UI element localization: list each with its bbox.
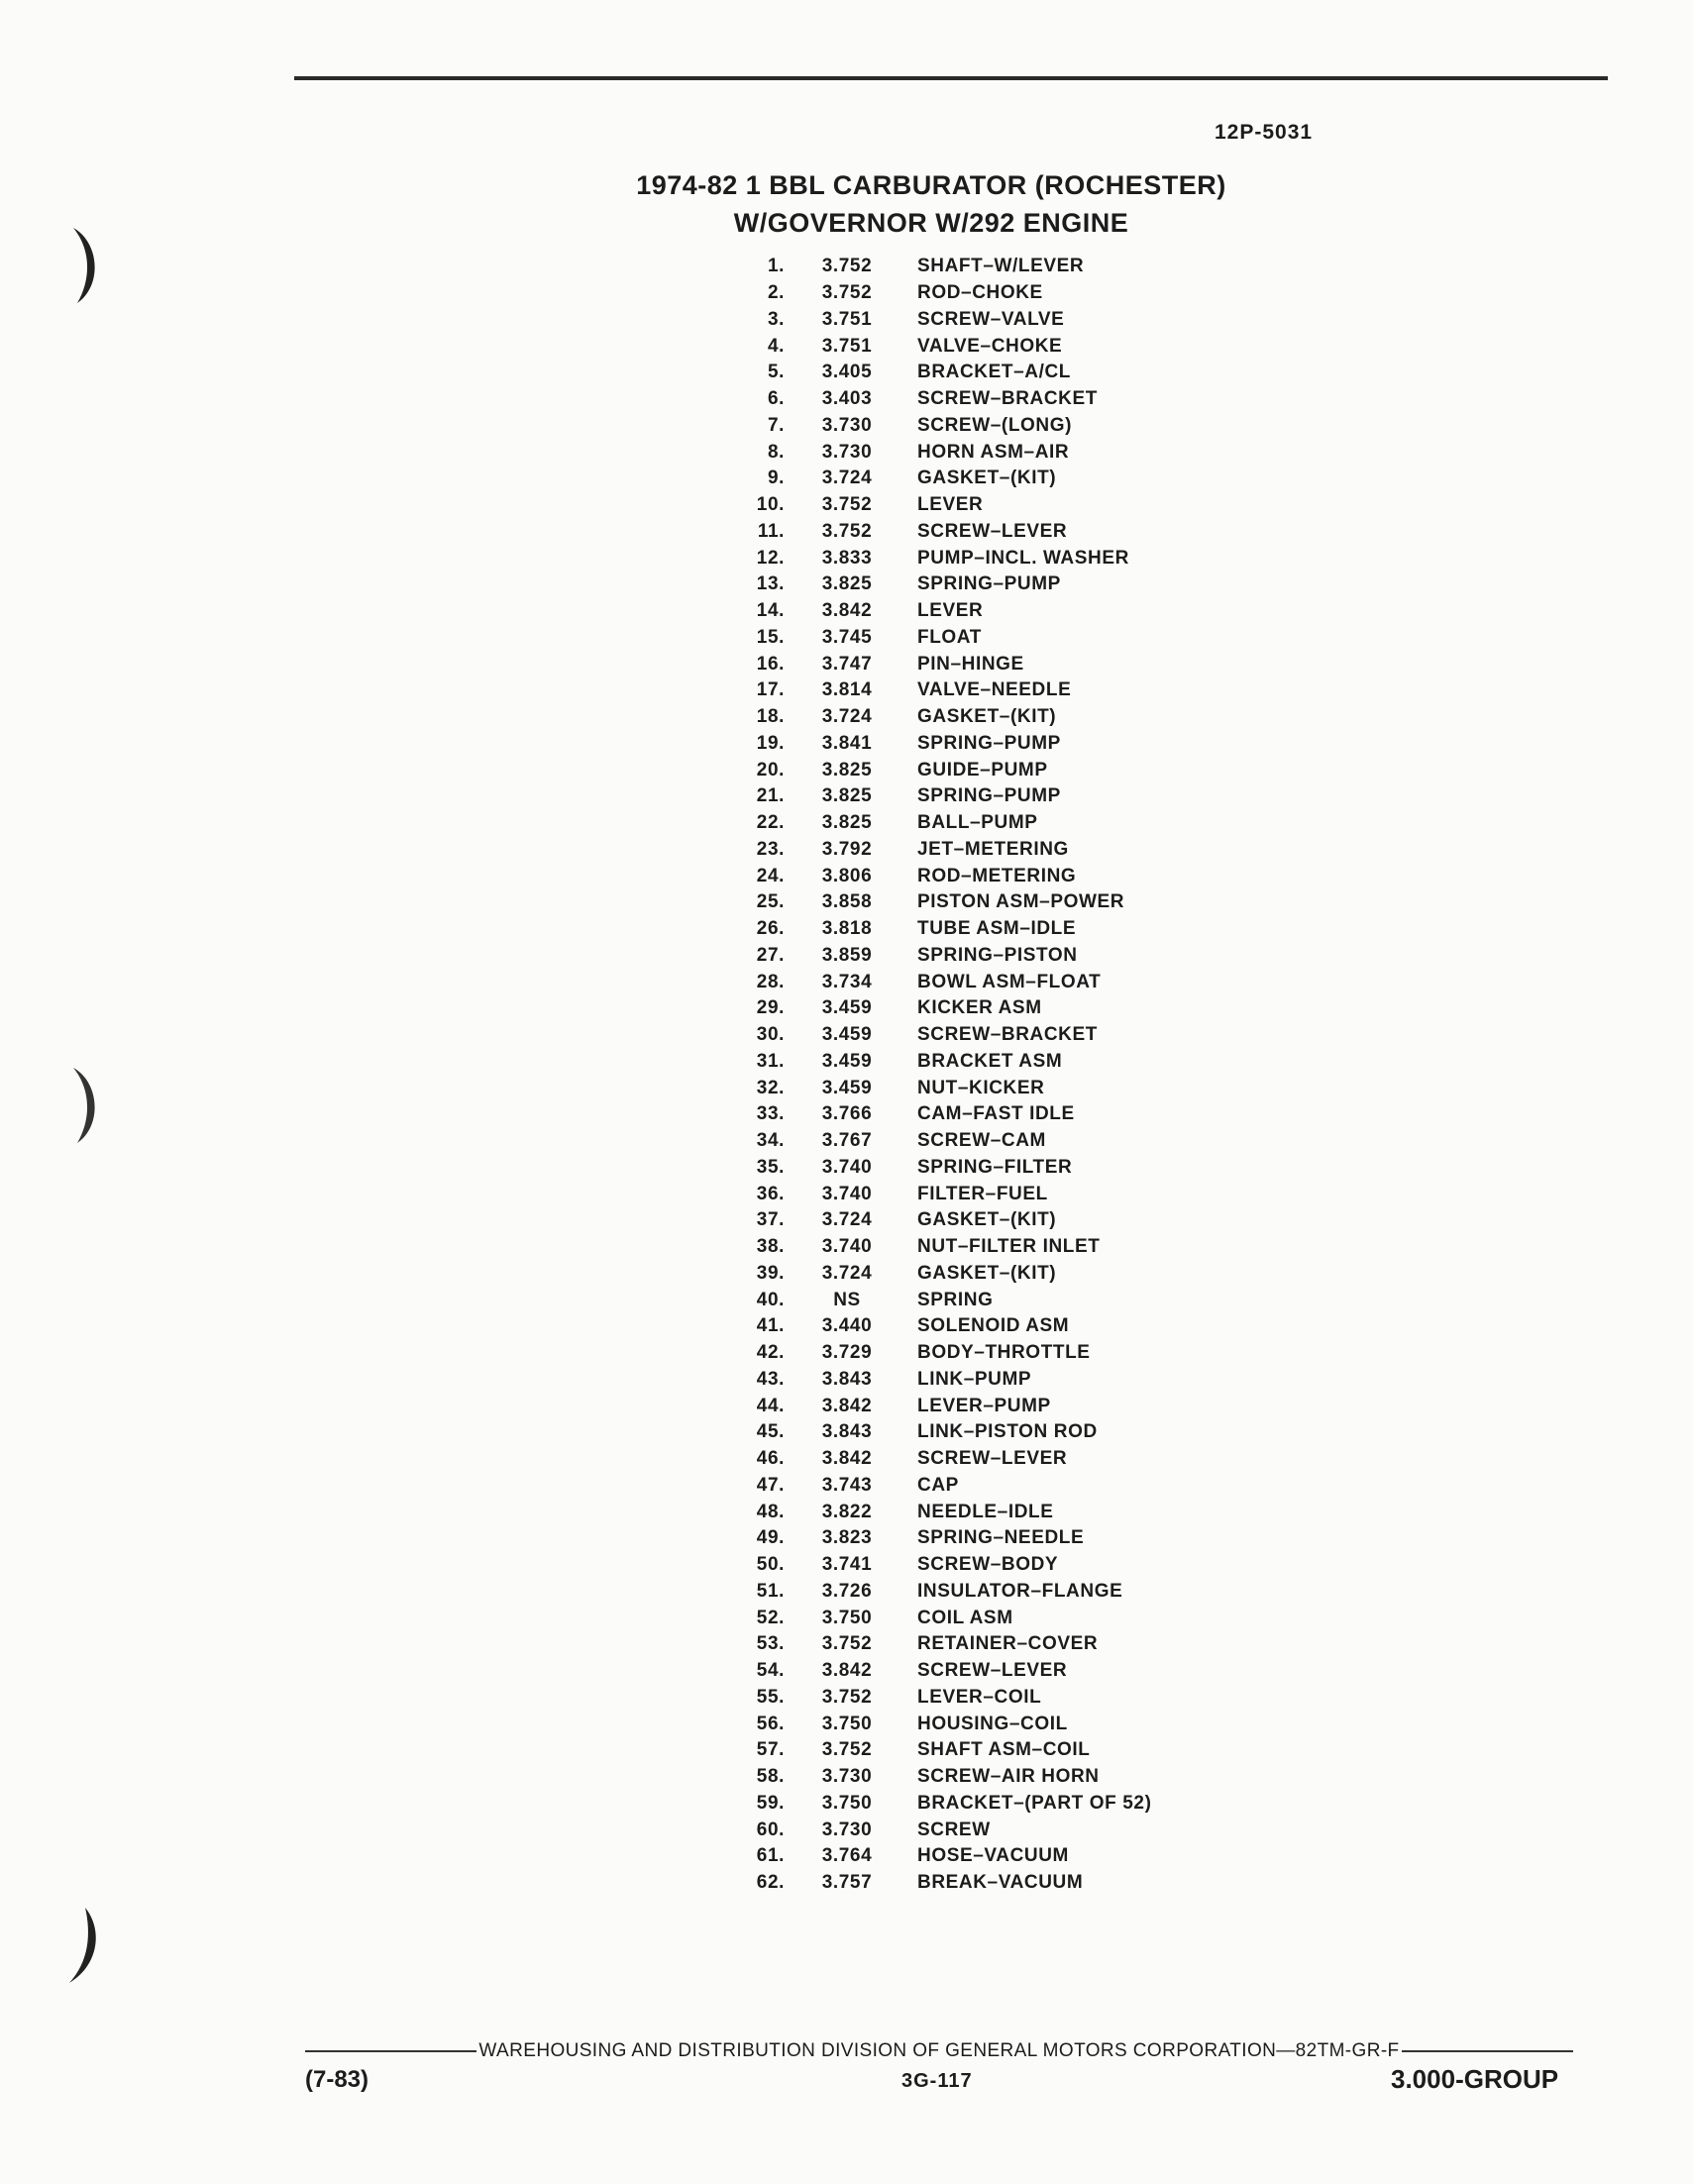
- page-code: 12P-5031: [1215, 121, 1314, 144]
- part-group: 3.767: [821, 1130, 873, 1152]
- part-row: [733, 783, 1152, 810]
- part-description: SPRING–FILTER: [917, 1156, 1073, 1178]
- part-number: 39.: [756, 1262, 785, 1284]
- part-number: 24.: [756, 865, 785, 886]
- part-row: [733, 466, 1152, 492]
- part-number: 22.: [756, 812, 785, 834]
- title-line-2: W/GOVERNOR W/292 ENGINE: [733, 208, 1129, 238]
- part-description: BRACKET–A/CL: [917, 362, 1071, 383]
- part-number: 59.: [756, 1792, 785, 1814]
- part-description: GASKET–(KIT): [917, 1209, 1057, 1231]
- part-group: 3.792: [821, 838, 873, 860]
- part-number: 25.: [756, 891, 785, 913]
- part-row: [733, 1525, 1152, 1552]
- part-group: 3.752: [821, 1686, 873, 1708]
- part-group: NS: [833, 1289, 861, 1310]
- part-number: 58.: [756, 1766, 785, 1788]
- part-row: [733, 1711, 1152, 1737]
- part-description: FILTER–FUEL: [917, 1183, 1048, 1204]
- part-row: [733, 1605, 1152, 1631]
- part-row: [733, 1340, 1152, 1367]
- part-group: 3.843: [821, 1421, 873, 1443]
- part-row: [733, 360, 1152, 386]
- part-row: [733, 995, 1152, 1022]
- part-description: COIL ASM: [917, 1607, 1013, 1628]
- part-number: 4.: [767, 335, 785, 357]
- part-row: [733, 625, 1152, 652]
- part-number: 56.: [756, 1713, 785, 1734]
- part-description: BODY–THROTTLE: [917, 1342, 1091, 1364]
- part-number: 12.: [756, 547, 785, 569]
- part-row: [733, 651, 1152, 677]
- part-description: SCREW–(LONG): [917, 414, 1073, 436]
- part-group: 3.842: [821, 1395, 873, 1416]
- part-number: 28.: [756, 971, 785, 992]
- part-description: BRACKET–(PART OF 52): [917, 1792, 1152, 1814]
- part-number: 36.: [756, 1183, 785, 1204]
- part-number: 14.: [756, 600, 785, 622]
- part-description: GUIDE–PUMP: [917, 759, 1048, 780]
- part-description: SPRING: [917, 1289, 994, 1310]
- part-number: 8.: [767, 441, 785, 463]
- part-group: 3.858: [821, 891, 873, 913]
- part-description: SCREW–LEVER: [917, 1660, 1068, 1682]
- part-row: [733, 1737, 1152, 1764]
- part-description: PIN–HINGE: [917, 653, 1024, 675]
- part-row: [733, 307, 1152, 334]
- part-description: LEVER–PUMP: [917, 1395, 1051, 1416]
- part-group: 3.405: [821, 362, 873, 383]
- part-row: [733, 519, 1152, 546]
- part-number: 15.: [756, 626, 785, 648]
- part-group: 3.724: [821, 1209, 873, 1231]
- part-number: 37.: [756, 1209, 785, 1231]
- part-number: 7.: [767, 414, 785, 436]
- part-number: 9.: [767, 468, 785, 489]
- part-row: [733, 1552, 1152, 1579]
- part-description: INSULATOR–FLANGE: [917, 1580, 1123, 1602]
- part-number: 5.: [767, 362, 785, 383]
- part-group: 3.752: [821, 494, 873, 516]
- part-number: 46.: [756, 1448, 785, 1470]
- part-group: 3.459: [821, 1077, 873, 1098]
- part-description: SCREW–AIR HORN: [917, 1766, 1100, 1788]
- part-row: [733, 1579, 1152, 1606]
- part-group: 3.730: [821, 1819, 873, 1840]
- binder-hole-icon: [52, 220, 111, 309]
- footer-rule-right: [1402, 2050, 1573, 2052]
- part-description: HORN ASM–AIR: [917, 441, 1070, 463]
- part-group: 3.752: [821, 282, 873, 304]
- part-group: 3.740: [821, 1236, 873, 1258]
- part-number: 45.: [756, 1421, 785, 1443]
- part-row: [733, 863, 1152, 889]
- part-group: 3.833: [821, 547, 873, 569]
- part-description: HOSE–VACUUM: [917, 1845, 1069, 1867]
- part-row: [733, 413, 1152, 440]
- part-row: [733, 1446, 1152, 1473]
- part-group: 3.752: [821, 1739, 873, 1761]
- part-description: SCREW–VALVE: [917, 308, 1065, 330]
- part-number: 11.: [757, 520, 785, 542]
- part-group: 3.750: [821, 1713, 873, 1734]
- part-group: 3.730: [821, 414, 873, 436]
- part-group: 3.825: [821, 812, 873, 834]
- part-description: SCREW–BRACKET: [917, 388, 1098, 410]
- part-row: [733, 1261, 1152, 1288]
- part-group: 3.440: [821, 1315, 873, 1337]
- part-number: 61.: [756, 1845, 785, 1867]
- part-number: 38.: [756, 1236, 785, 1258]
- part-number: 48.: [756, 1501, 785, 1522]
- part-description: RETAINER–COVER: [917, 1633, 1099, 1655]
- part-group: 3.751: [821, 335, 873, 357]
- part-group: 3.814: [821, 679, 873, 701]
- part-group: 3.726: [821, 1580, 873, 1602]
- part-row: [733, 1817, 1152, 1843]
- part-number: 43.: [756, 1368, 785, 1390]
- part-number: 51.: [756, 1580, 785, 1602]
- part-row: [733, 1419, 1152, 1446]
- part-number: 49.: [756, 1527, 785, 1549]
- part-number: 23.: [756, 838, 785, 860]
- part-group: 3.459: [821, 997, 873, 1019]
- part-group: 3.724: [821, 1262, 873, 1284]
- part-number: 42.: [756, 1342, 785, 1364]
- part-row: [733, 916, 1152, 943]
- part-row: [733, 333, 1152, 360]
- part-row: [733, 280, 1152, 307]
- part-group: 3.747: [821, 653, 873, 675]
- part-row: [733, 386, 1152, 413]
- part-description: SCREW–CAM: [917, 1130, 1046, 1152]
- part-number: 34.: [756, 1130, 785, 1152]
- part-group: 3.730: [821, 441, 873, 463]
- part-group: 3.822: [821, 1501, 873, 1522]
- part-group: 3.823: [821, 1527, 873, 1549]
- part-description: BALL–PUMP: [917, 812, 1038, 834]
- footer-division-line: [305, 2040, 1573, 2062]
- part-row: [733, 677, 1152, 704]
- part-group: 3.459: [821, 1024, 873, 1046]
- part-row: [733, 969, 1152, 995]
- part-row: [733, 1393, 1152, 1419]
- part-description: SOLENOID ASM: [917, 1315, 1070, 1337]
- part-number: 47.: [756, 1474, 785, 1496]
- part-group: 3.842: [821, 1660, 873, 1682]
- part-group: 3.729: [821, 1342, 873, 1364]
- part-description: GASKET–(KIT): [917, 468, 1057, 489]
- part-number: 33.: [756, 1103, 785, 1125]
- part-row: [733, 1313, 1152, 1340]
- part-group: 3.459: [821, 1050, 873, 1072]
- part-row: [733, 1075, 1152, 1101]
- part-description: SHAFT–W/LEVER: [917, 256, 1085, 277]
- part-group: 3.841: [821, 732, 873, 754]
- part-group: 3.745: [821, 626, 873, 648]
- part-number: 50.: [756, 1554, 785, 1576]
- part-group: 3.825: [821, 785, 873, 807]
- part-group: 3.734: [821, 971, 873, 992]
- part-row: [733, 889, 1152, 916]
- part-number: 30.: [756, 1024, 785, 1046]
- part-group: 3.842: [821, 1448, 873, 1470]
- parts-list: [733, 254, 1152, 1897]
- part-group: 3.766: [821, 1103, 873, 1125]
- part-description: SPRING–PUMP: [917, 785, 1061, 807]
- part-number: 17.: [756, 679, 785, 701]
- part-row: [733, 1155, 1152, 1182]
- binder-hole-icon: [52, 1060, 111, 1149]
- part-row: [733, 1791, 1152, 1818]
- part-number: 53.: [756, 1633, 785, 1655]
- part-description: JET–METERING: [917, 838, 1069, 860]
- part-row: [733, 254, 1152, 280]
- part-description: NUT–FILTER INLET: [917, 1236, 1101, 1258]
- part-group: 3.741: [821, 1554, 873, 1576]
- part-number: 55.: [756, 1686, 785, 1708]
- part-row: [733, 1685, 1152, 1712]
- part-row: [733, 492, 1152, 519]
- part-description: CAP: [917, 1474, 959, 1496]
- part-row: [733, 598, 1152, 625]
- part-description: PISTON ASM–POWER: [917, 891, 1125, 913]
- footer-division-text: WAREHOUSING AND DISTRIBUTION DIVISION OF GENERAL MOTORS CORPORATION—82TM-GR-F: [478, 2040, 1400, 2061]
- part-number: 35.: [756, 1156, 785, 1178]
- binder-hole-icon: [52, 1900, 111, 1989]
- part-row: [733, 731, 1152, 758]
- part-group: 3.764: [821, 1845, 873, 1867]
- part-description: SCREW–LEVER: [917, 520, 1068, 542]
- part-description: TUBE ASM–IDLE: [917, 918, 1077, 940]
- part-description: FLOAT: [917, 626, 982, 648]
- part-description: SCREW–BODY: [917, 1554, 1059, 1576]
- part-description: BRACKET ASM: [917, 1050, 1063, 1072]
- part-description: SPRING–NEEDLE: [917, 1527, 1085, 1549]
- part-description: VALVE–CHOKE: [917, 335, 1063, 357]
- part-number: 31.: [756, 1050, 785, 1072]
- part-description: LEVER: [917, 494, 984, 516]
- part-description: SCREW–BRACKET: [917, 1024, 1098, 1046]
- part-group: 3.751: [821, 308, 873, 330]
- part-group: 3.750: [821, 1792, 873, 1814]
- part-number: 21.: [756, 785, 785, 807]
- part-description: BREAK–VACUUM: [917, 1872, 1084, 1894]
- part-group: 3.750: [821, 1607, 873, 1628]
- part-row: [733, 545, 1152, 572]
- part-number: 62.: [756, 1872, 785, 1894]
- part-row: [733, 810, 1152, 837]
- part-row: [733, 1658, 1152, 1685]
- part-row: [733, 1101, 1152, 1128]
- part-number: 40.: [756, 1289, 785, 1310]
- part-group: 3.825: [821, 573, 873, 595]
- part-number: 32.: [756, 1077, 785, 1098]
- part-description: GASKET–(KIT): [917, 706, 1057, 728]
- part-number: 6.: [767, 388, 785, 410]
- part-group: 3.724: [821, 468, 873, 489]
- part-description: PUMP–INCL. WASHER: [917, 547, 1129, 569]
- part-row: [733, 1367, 1152, 1394]
- part-number: 3.: [767, 308, 785, 330]
- part-group: 3.825: [821, 759, 873, 780]
- part-row: [733, 1181, 1152, 1207]
- part-number: 18.: [756, 706, 785, 728]
- part-number: 60.: [756, 1819, 785, 1840]
- part-row: [733, 439, 1152, 466]
- footer-rule-left: [305, 2050, 476, 2052]
- part-row: [733, 1764, 1152, 1791]
- part-group: 3.757: [821, 1872, 873, 1894]
- part-group: 3.403: [821, 388, 873, 410]
- part-row: [733, 1870, 1152, 1897]
- part-description: SPRING–PUMP: [917, 732, 1061, 754]
- part-number: 19.: [756, 732, 785, 754]
- part-description: NEEDLE–IDLE: [917, 1501, 1054, 1522]
- part-number: 10.: [756, 494, 785, 516]
- part-description: LINK–PISTON ROD: [917, 1421, 1098, 1443]
- part-group: 3.752: [821, 520, 873, 542]
- part-group: 3.843: [821, 1368, 873, 1390]
- part-row: [733, 1022, 1152, 1049]
- part-description: LEVER: [917, 600, 984, 622]
- part-row: [733, 704, 1152, 731]
- part-row: [733, 1631, 1152, 1658]
- part-group: 3.730: [821, 1766, 873, 1788]
- part-number: 1.: [767, 256, 785, 277]
- part-description: SCREW–LEVER: [917, 1448, 1068, 1470]
- part-description: KICKER ASM: [917, 997, 1042, 1019]
- part-group: 3.743: [821, 1474, 873, 1496]
- part-group: 3.806: [821, 865, 873, 886]
- title-line-1: 1974-82 1 BBL CARBURATOR (ROCHESTER): [636, 170, 1226, 200]
- part-number: 20.: [756, 759, 785, 780]
- part-row: [733, 1049, 1152, 1076]
- part-description: GASKET–(KIT): [917, 1262, 1057, 1284]
- part-description: ROD–CHOKE: [917, 282, 1043, 304]
- top-rule: [294, 76, 1608, 80]
- part-number: 52.: [756, 1607, 785, 1628]
- part-group: 3.752: [821, 1633, 873, 1655]
- part-group: 3.740: [821, 1183, 873, 1204]
- part-description: ROD–METERING: [917, 865, 1077, 886]
- part-description: LEVER–COIL: [917, 1686, 1042, 1708]
- part-description: SCREW: [917, 1819, 991, 1840]
- part-row: [733, 1499, 1152, 1525]
- part-row: [733, 837, 1152, 864]
- part-row: [733, 1234, 1152, 1261]
- part-description: LINK–PUMP: [917, 1368, 1032, 1390]
- part-group: 3.859: [821, 944, 873, 966]
- part-group: 3.740: [821, 1156, 873, 1178]
- part-description: HOUSING–COIL: [917, 1713, 1068, 1734]
- part-description: SPRING–PUMP: [917, 573, 1061, 595]
- part-number: 54.: [756, 1660, 785, 1682]
- part-number: 13.: [756, 573, 785, 595]
- page-title: [584, 166, 1278, 242]
- part-number: 41.: [756, 1315, 785, 1337]
- part-number: 27.: [756, 944, 785, 966]
- footer-page-number: 3G-117: [901, 2070, 973, 2092]
- part-row: [733, 1287, 1152, 1313]
- part-group: 3.818: [821, 918, 873, 940]
- part-description: SPRING–PISTON: [917, 944, 1078, 966]
- footer-group: 3.000-GROUP: [1391, 2064, 1559, 2094]
- part-number: 2.: [767, 282, 785, 304]
- part-group: 3.842: [821, 600, 873, 622]
- part-number: 44.: [756, 1395, 785, 1416]
- part-group: 3.724: [821, 706, 873, 728]
- part-description: NUT–KICKER: [917, 1077, 1045, 1098]
- part-description: VALVE–NEEDLE: [917, 679, 1072, 701]
- part-row: [733, 1128, 1152, 1155]
- footer-date: (7-83): [305, 2066, 370, 2093]
- part-row: [733, 1207, 1152, 1234]
- part-row: [733, 572, 1152, 598]
- part-number: 26.: [756, 918, 785, 940]
- part-group: 3.752: [821, 256, 873, 277]
- part-number: 57.: [756, 1739, 785, 1761]
- part-row: [733, 1843, 1152, 1870]
- part-description: SHAFT ASM–COIL: [917, 1739, 1091, 1761]
- part-description: BOWL ASM–FLOAT: [917, 971, 1102, 992]
- part-description: CAM–FAST IDLE: [917, 1103, 1075, 1125]
- part-row: [733, 1473, 1152, 1500]
- part-row: [733, 943, 1152, 970]
- part-row: [733, 757, 1152, 783]
- part-number: 16.: [756, 653, 785, 675]
- part-number: 29.: [756, 997, 785, 1019]
